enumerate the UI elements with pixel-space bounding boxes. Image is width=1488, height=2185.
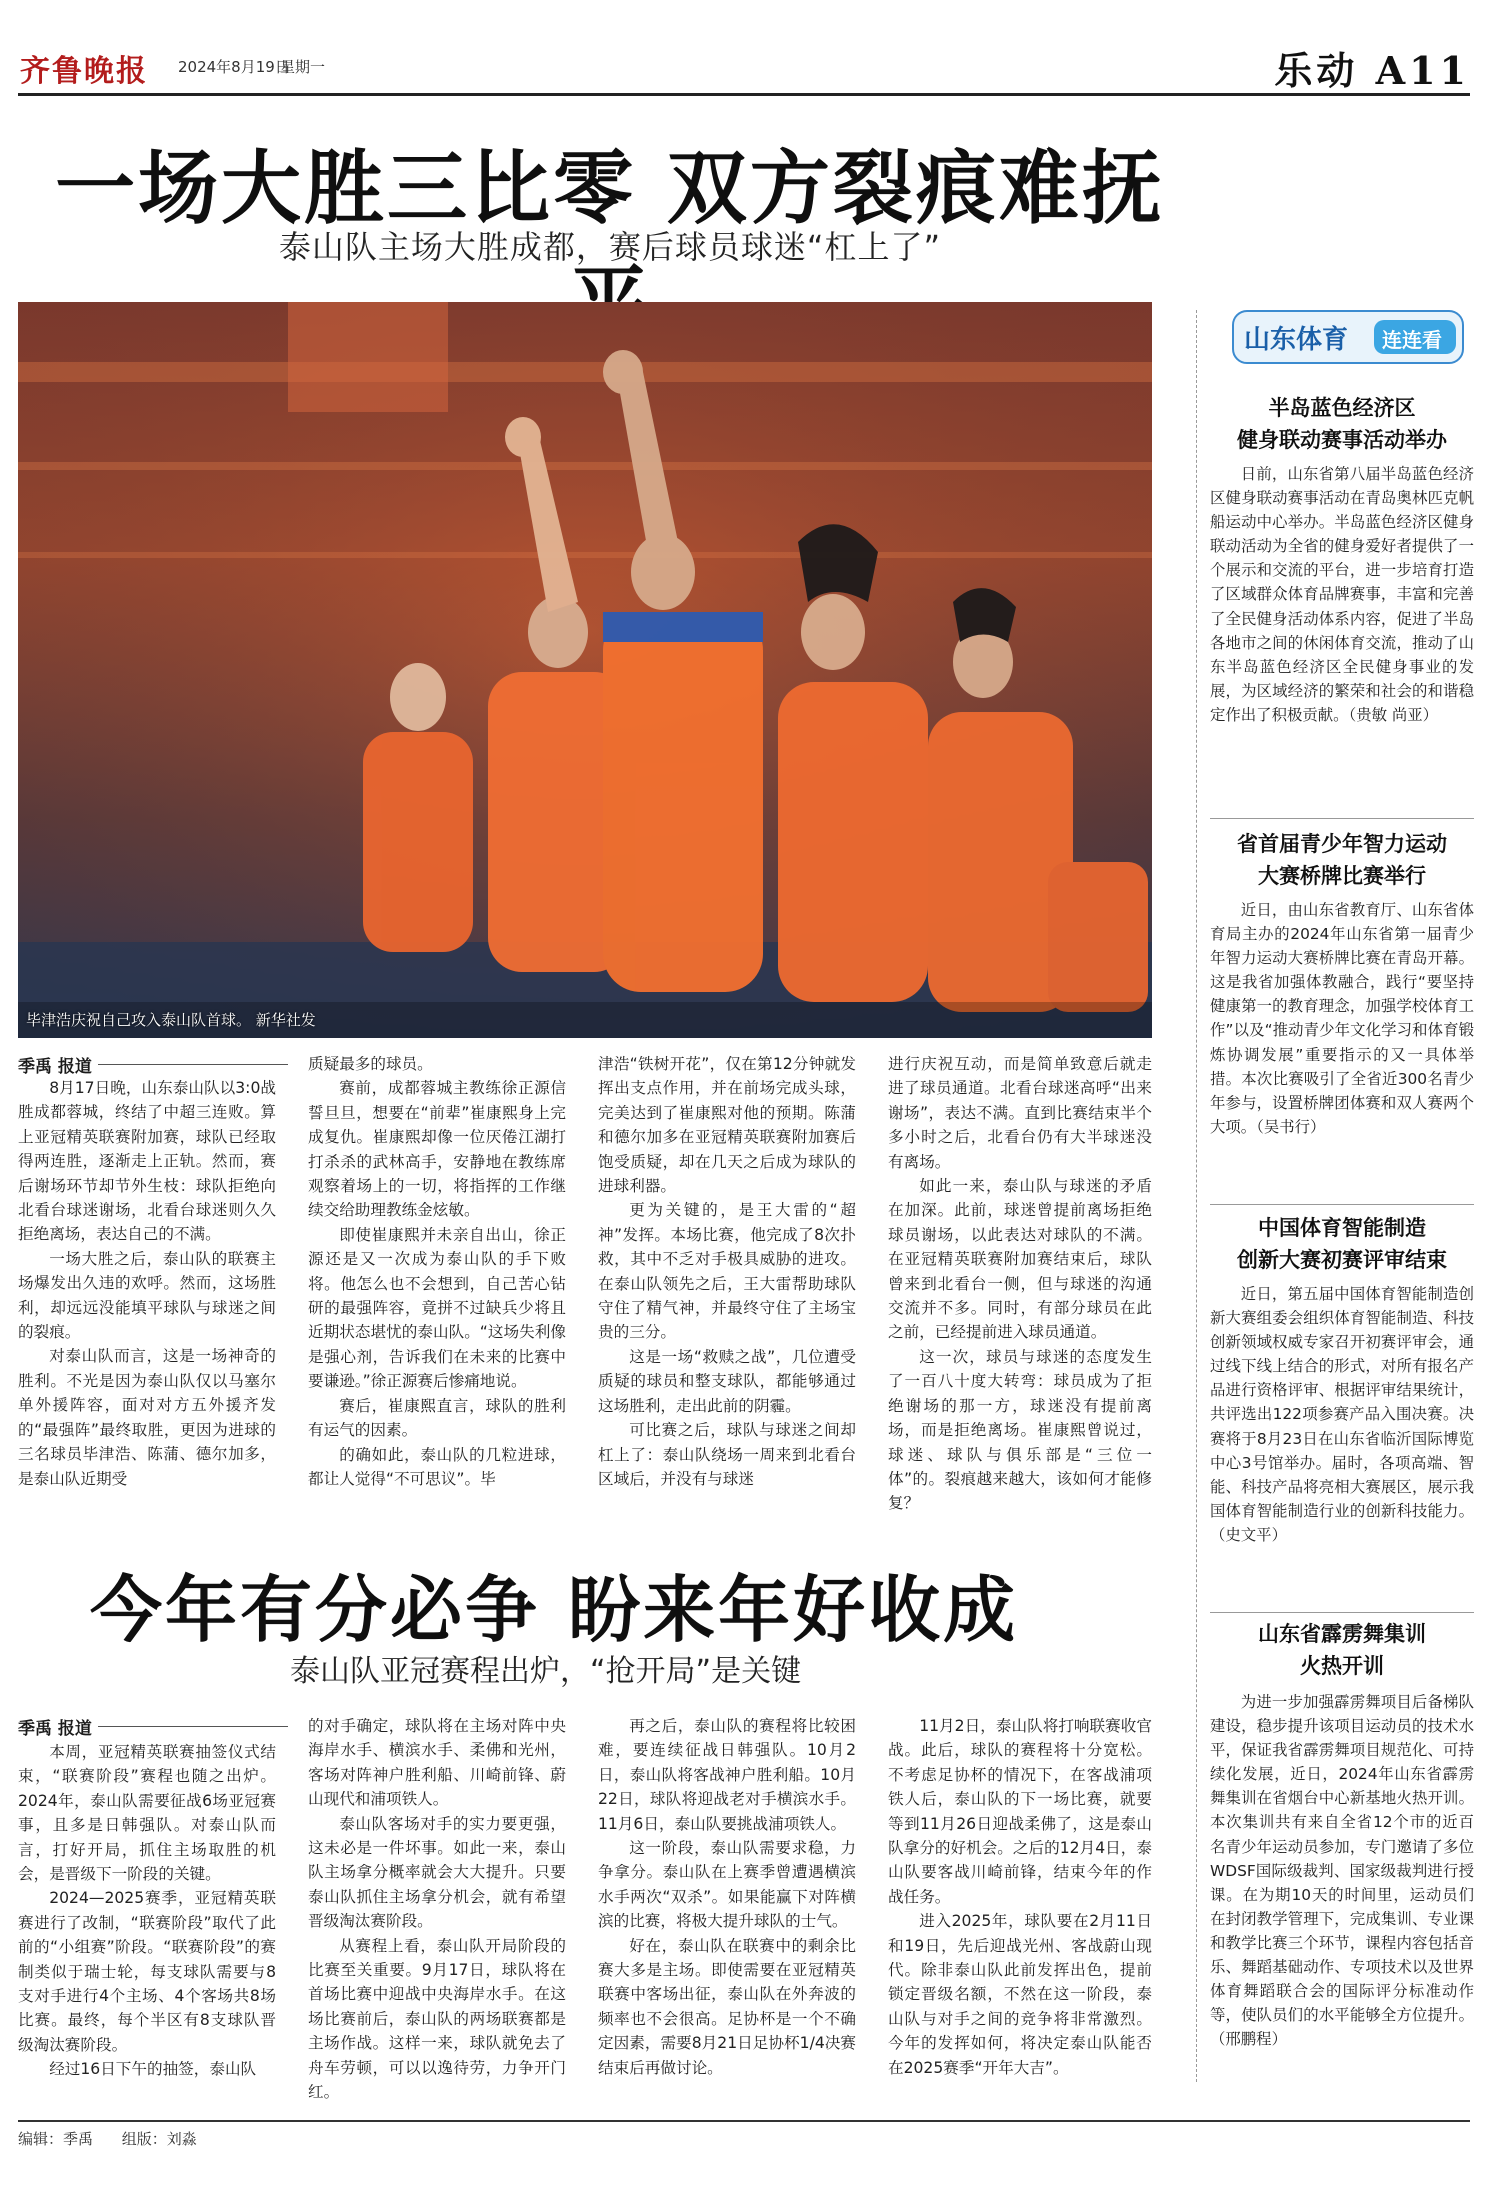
paragraph: 津浩“铁树开花”，仅在第12分钟就发挥出支点作用，并在前场完成头球，完美达到了崔康熙对他的预期。陈蒲和德尔加多在亚冠精英联赛附加赛后饱受质疑，却在几天之后成为球队的进球利器。: [598, 1055, 856, 1196]
brand-tag: 连连看: [1382, 328, 1442, 352]
story2-column-3: [598, 1714, 856, 2110]
paragraph: 好在，泰山队在联赛中的剩余比赛大多是主场。即使需要在亚冠精英联赛中客场出征，泰山队在外奔波的频率也不会很高。足协杯是一个不确定因素，需要8月21日足协杯1/4决赛结束后再做讨论。: [598, 1936, 856, 2077]
paragraph: 进行庆祝互动，而是简单致意后就走进了球员通道。北看台球迷高呼“出来谢场”，表达不满。直到比赛结束半个多小时之后，北看台仍有大半球迷没有离场。: [888, 1055, 1152, 1171]
photo-caption: 毕津浩庆祝自己攻入泰山队首球。 新华社发: [26, 1011, 316, 1029]
title-line: 省首届青少年智力运动: [1237, 831, 1447, 856]
title-line: 大赛桥牌比赛举行: [1258, 863, 1426, 888]
title-line: 中国体育智能制造: [1258, 1215, 1426, 1240]
story1-column-3: [598, 1052, 856, 1528]
rail-item-3-body: [1210, 1282, 1474, 1608]
story2-column-2: [308, 1714, 566, 2110]
paragraph: 近日，由山东省教育厅、山东省体育局主办的2024年山东省第一届青少年智力运动大赛桥牌比赛在青岛开幕。这是我省加强体教融合，践行“要坚持健康第一的教育理念，加强学校体育工作”以及“推动青少年文化学习和体育锻炼协调发展”重要指示的又一具体举措。本次比赛吸引了全省近300名青少年参与，设置桥牌团体赛和双人赛两个大项。（吴书行）: [1210, 901, 1474, 1136]
paragraph: 的确如此，泰山队的几粒进球，都让人觉得“不可思议”。毕: [308, 1445, 566, 1488]
paragraph: 可比赛之后，球队与球迷之间却杠上了：泰山队绕场一周来到北看台区域后，并没有与球迷: [598, 1421, 856, 1488]
rail-item-2-title: [1210, 828, 1474, 892]
paragraph: 质疑最多的球员。: [308, 1055, 433, 1073]
shandong-sports-brand-box: [1232, 310, 1464, 364]
paragraph: 进入2025年，球队要在2月11日和19日，先后迎战光州、客战蔚山现代。除非泰山队此前发挥出色，提前锁定晋级名额，不然在这一阶段，泰山队与对手之间的竞争将非常激烈。今年的发挥如何，将决定泰山队能否在2025赛季“开年大吉”。: [888, 1912, 1152, 2077]
rail-item-1-title: [1210, 392, 1474, 456]
rail-separator: [1210, 818, 1474, 819]
paragraph: 11月2日，泰山队将打响联赛收官战。此后，球队的赛程将十分宽松。不考虑足协杯的情况下，在客战浦项铁人后，泰山队的下一场比赛，就要等到11月26日迎战柔佛了，这是泰山队拿分的好机会。之后的12月4日，泰山队要客战川崎前锋，结束今年的作战任务。: [888, 1717, 1152, 1906]
story1-column-1: [18, 1076, 276, 1528]
brand-title: 山东体育: [1244, 325, 1349, 355]
editor-credit: 编辑：季禹: [18, 2130, 94, 2148]
layout-credit: 组版：刘淼: [121, 2130, 197, 2148]
rail-item-4-title: [1210, 1618, 1474, 1682]
story1-column-4: [888, 1052, 1152, 1528]
story2-subheadline: 泰山队亚冠赛程出炉，“抢开局”是关键: [290, 1654, 802, 1689]
paragraph: 一场大胜之后，泰山队的联赛主场爆发出久违的欢呼。然而，这场胜利，却远远没能填平球队与球迷之间的裂痕。: [18, 1249, 276, 1342]
paragraph: 的对手确定，球队将在主场对阵中央海岸水手、横滨水手、柔佛和光州，客场对阵神户胜利船、川崎前锋、蔚山现代和浦项铁人。: [308, 1717, 566, 1809]
title-line: 健身联动赛事活动举办: [1237, 427, 1447, 452]
issue-date: 2024年8月19日: [178, 58, 290, 76]
story1-column-2: [308, 1052, 566, 1528]
story2-column-4: [888, 1714, 1152, 2110]
story1-subheadline: 泰山队主场大胜成都，赛后球员球迷“杠上了”: [278, 228, 942, 266]
paragraph: 经过16日下午的抽签，泰山队: [49, 2060, 257, 2079]
title-line: 半岛蓝色经济区: [1268, 395, 1416, 420]
title-line: 山东省霹雳舞集训: [1258, 1621, 1426, 1646]
page-footer: [18, 2120, 1470, 2149]
byline-rule: [98, 1064, 288, 1065]
paragraph: 即使崔康熙并未亲自出山，徐正源还是又一次成为泰山队的手下败将。他怎么也不会想到，自己苦心钻研的最强阵容，竟拼不过缺兵少将且近期状态堪忧的泰山队。“这场失利像是强心剂，告诉我们在未来的比赛中要谦逊。”徐正源赛后惨痛地说。: [308, 1225, 566, 1391]
paragraph: 日前，山东省第八届半岛蓝色经济区健身联动赛事活动在青岛奥林匹克帆船运动中心举办。半岛蓝色经济区健身联动活动为全省的健身爱好者提供了一个展示和交流的平台，进一步培育打造了区域群众体育品牌赛事，丰富和完善了全民健身活动体系内容，促进了半岛各地市之间的休闲体育交流，推动了山东半岛蓝色经济区全民健身事业的发展，为区域经济的繁荣和社会的和谐稳定作出了积极贡献。（贵敏 尚亚）: [1210, 465, 1474, 724]
rail-item-3-title: [1210, 1212, 1474, 1276]
paragraph: 8月17日晚，山东泰山队以3:0战胜成都蓉城，终结了中超三连败。算上亚冠精英联赛附加赛，球队已经取得两连胜，逐渐走上正轨。然而，赛后谢场环节却节外生枝：球队拒绝向北看台球迷谢场，北看台球迷则久久拒绝离场，表达自己的不满。: [18, 1079, 276, 1244]
paragraph: 这是一场“救赎之战”，几位遭受质疑的球员和整支球队，都能够通过这场胜利，走出此前的阴霾。: [598, 1347, 856, 1415]
paragraph: 泰山队客场对手的实力要更强，这未必是一件坏事。如此一来，泰山队主场拿分概率就会大大提升。只要泰山队抓住主场拿分机会，就有希望晋级淘汰赛阶段。: [308, 1814, 566, 1931]
paragraph: 更为关键的，是王大雷的“超神”发挥。本场比赛，他完成了8次扑救，其中不乏对手极具威胁的进攻。在泰山队领先之后，王大雷帮助球队守住了精气神，并最终守住了主场宝贵的三分。: [598, 1201, 856, 1342]
masthead-logo: 齐鲁晚报: [20, 54, 148, 89]
rail-separator: [1210, 1204, 1474, 1205]
paragraph: 从赛程上看，泰山队开局阶段的比赛至关重要。9月17日，球队将在首场比赛中迎战中央海岸水手。在这场比赛前后，泰山队的两场联赛都是主场作战。这样一来，球队就免去了舟车劳顿，可以以逸待劳，力争开门红。: [308, 1936, 566, 2102]
paragraph: 这一次，球员与球迷的态度发生了一百八十度大转弯：球员成为了拒绝谢场的那一方，球迷没有提前离场，而是拒绝离场。崔康熙曾说过，球迷、球队与俱乐部是“三位一体”的。裂痕越来越大，该如何才能修复？: [888, 1347, 1152, 1513]
rail-item-1-body: [1210, 462, 1474, 812]
byline-rule: [98, 1726, 288, 1727]
story2-byline: 季禹 报道: [18, 1719, 92, 1739]
paragraph: 赛前，成都蓉城主教练徐正源信誓旦旦，想要在“前辈”崔康熙身上完成复仇。崔康熙却像一位厌倦江湖打打杀杀的武林高手，安静地在教练席观察着场上的一切，将指挥的工作继续交给助理教练金炫敏。: [308, 1079, 566, 1220]
paragraph: 本周，亚冠精英联赛抽签仪式结束，“联赛阶段”赛程也随之出炉。2024年，泰山队需要征战6场亚冠赛事，且多是日韩强队。对泰山队而言，打好开局，抓住主场取胜的机会，是晋级下一阶段的关键。: [18, 1743, 276, 1884]
story2-column-1: [18, 1740, 276, 2110]
paragraph: 2024—2025赛季，亚冠精英联赛进行了改制，“联赛阶段”取代了此前的“小组赛”阶段。“联赛阶段”的赛制类似于瑞士轮，每支球队需要与8支对手进行4个主场、4个客场共8场比赛。最终，每个半区有8支球队晋级淘汰赛阶段。: [18, 1889, 276, 2054]
paragraph: 再之后，泰山队的赛程将比较困难，要连续征战日韩强队。10月2日，泰山队将客战神户胜利船。10月22日，球队将迎战老对手横滨水手。11月6日，泰山队要挑战浦项铁人。: [598, 1717, 856, 1833]
title-line: 火热开训: [1300, 1653, 1384, 1678]
paragraph: 这一阶段，泰山队需要求稳，力争拿分。泰山队在上赛季曾遭遇横滨水手两次“双杀”。如果能赢下对阵横滨的比赛，将极大提升球队的士气。: [598, 1839, 856, 1931]
page-header: [18, 40, 1470, 96]
title-line: 创新大赛初赛评审结束: [1237, 1247, 1447, 1272]
story1-photo: [18, 302, 1152, 1038]
rail-item-2-body: [1210, 898, 1474, 1198]
issue-weekday: 星期一: [280, 58, 326, 76]
paragraph: 赛后，崔康熙直言，球队的胜利有运气的因素。: [308, 1396, 566, 1440]
paragraph: 为进一步加强霹雳舞项目后备梯队建设，稳步提升该项目运动员的技术水平，保证我省霹雳舞项目规范化、可持续化发展，近日，2024年山东省霹雳舞集训在省烟台中心新基地火热开训。本次集训共有来自全省12个市的近百名青少年运动员参加，专门邀请了多位WDSF国际级裁判、国家级裁判进行授课。在为期10天的时间里，运动员们在封闭教学管理下，完成集训、专业课和教学比赛三个环节，课程内容包括音乐、舞蹈基础动作、专项技术以及世界体育舞蹈联合会的国际评分标准动作等，使队员们的水平能够全方位提升。（邢鹏程）: [1210, 1693, 1474, 2049]
story2-headline: 今年有分必争 盼来年好收成: [90, 1567, 1019, 1652]
story1-byline: 季禹 报道: [18, 1057, 92, 1077]
paragraph: 近日，第五届中国体育智能制造创新大赛组委会组织体育智能制造、科技创新领域权威专家召开初赛评审会，通过线下线上结合的形式，对所有报名产品进行资格评审、根据评审结果统计，共评选出122项参赛产品入围决赛。决赛将于8月23日在山东省临沂国际博览中心3号馆举办。届时，各项高端、智能、科技产品将亮相大赛展区，展示我国体育智能制造行业的创新科技能力。（史文平）: [1210, 1285, 1474, 1544]
story1-headline: 一场大胜三比零 双方裂痕难抚: [55, 141, 1165, 235]
rail-separator: [1210, 1612, 1474, 1613]
paragraph: 如此一来，泰山队与球迷的矛盾在加深。此前，球迷曾提前离场拒绝球员谢场，以此表达对球队的不满。在亚冠精英联赛附加赛结束后，球队曾来到北看台一侧，但与球迷的沟通交流并不多。同时，有部分球员在此之前，已经提前进入球员通道。: [888, 1177, 1152, 1342]
rail-item-4-body: [1210, 1690, 1474, 2110]
celebration-photo-illustration: [18, 302, 1152, 1038]
paragraph: 对泰山队而言，这是一场神奇的胜利。不光是因为泰山队仅以马塞尔单外援阵容，面对对方五外援齐发的“最强阵”最终取胜，更因为进球的三名球员毕津浩、陈蒲、德尔加多，是泰山队近期受: [18, 1347, 276, 1488]
section-page-label: 乐动 A11: [1274, 48, 1470, 93]
